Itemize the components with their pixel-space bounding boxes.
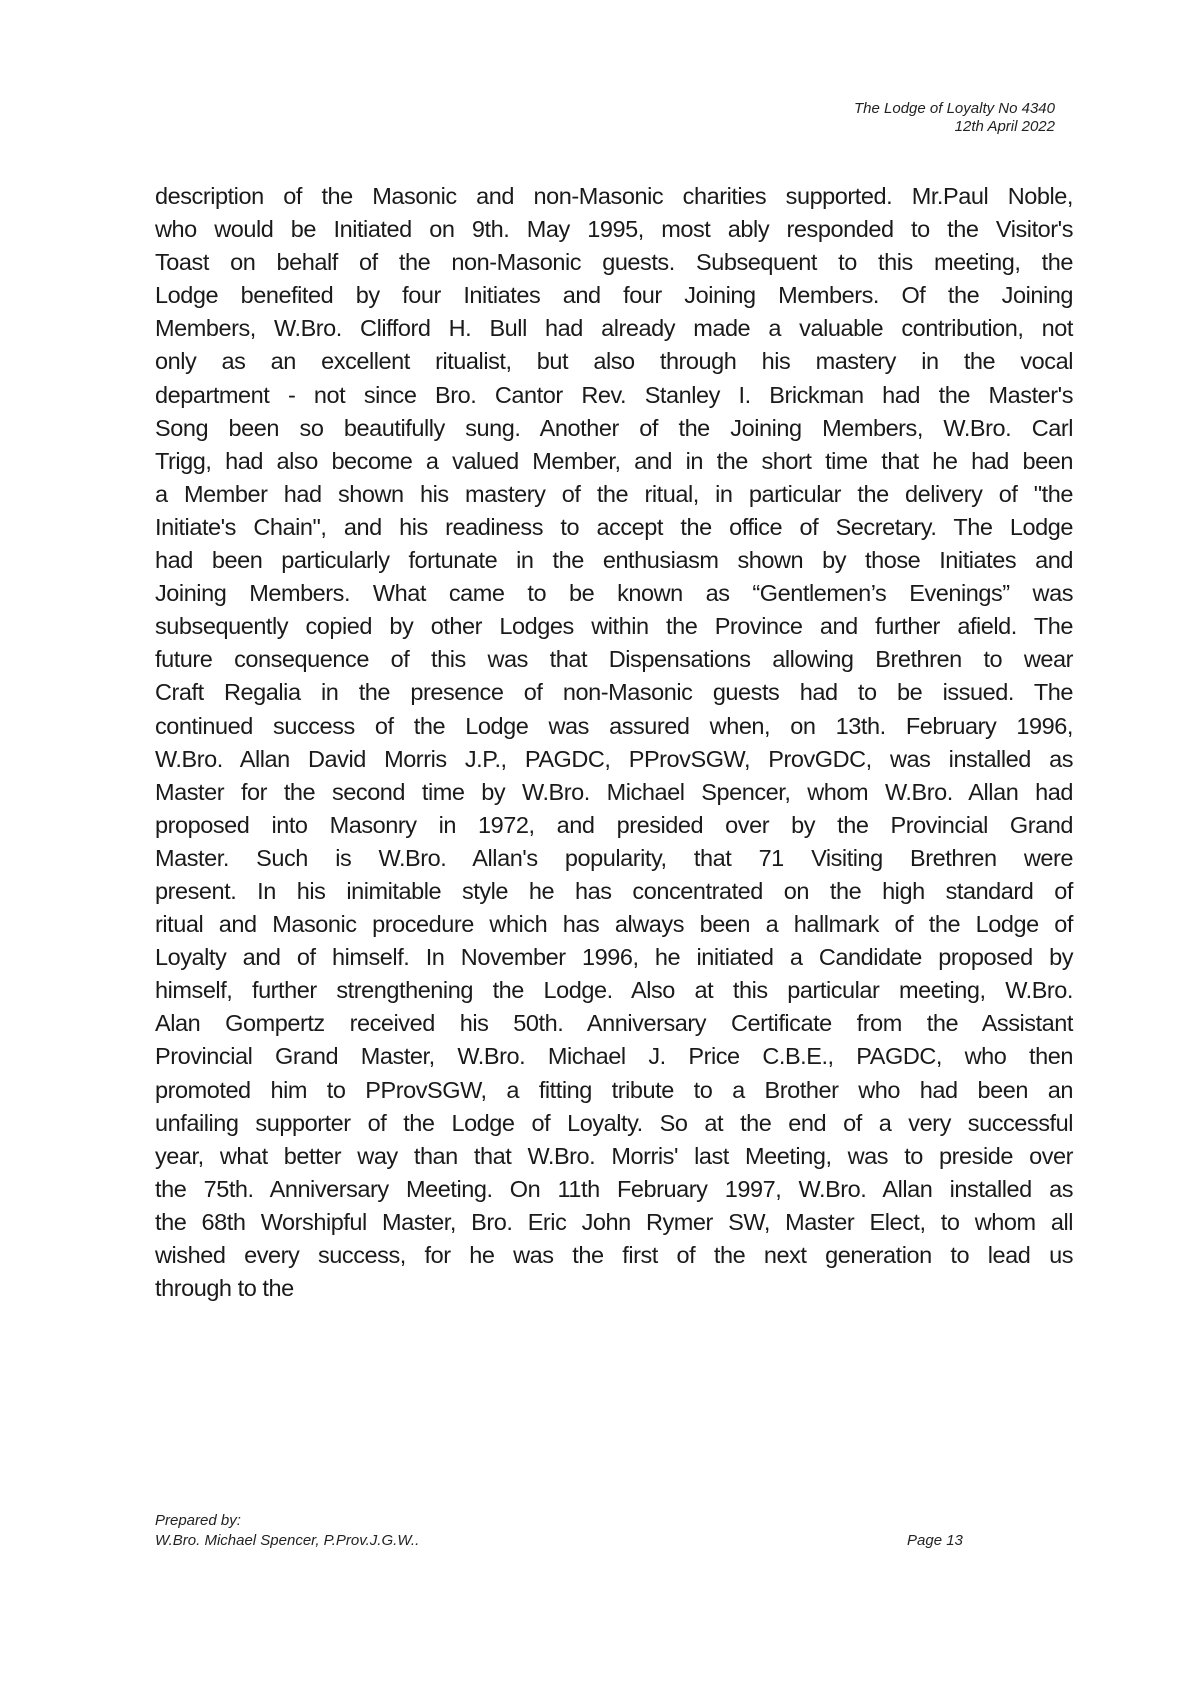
body-line: description of the Masonic and non-Masonic charities supported. Mr.Paul Noble,: [155, 183, 1073, 209]
body-line: ritual and Masonic procedure which has always been a hallmark of the Lodge of: [155, 911, 1073, 938]
header-date: 12th April 2022: [954, 118, 1055, 135]
body-line: Master for the second time by W.Bro. Michael Spencer, whom W.Bro. Allan had: [155, 778, 1073, 805]
body-line: proposed into Masonry in 1972, and presided over by the Provincial Grand: [155, 811, 1073, 838]
body-line: Master. Such is W.Bro. Allan's popularity, that 71 Visiting Brethren were: [155, 844, 1073, 871]
footer-author: W.Bro. Michael Spencer, P.Prov.J.G.W..: [155, 1532, 420, 1549]
footer-prepared-label: Prepared by:: [155, 1512, 241, 1529]
body-line: Lodge benefited by four Initiates and four Joining Members. Of the Joining: [155, 282, 1073, 309]
body-line: promoted him to PProvSGW, a fitting tribute to a Brother who had been an: [155, 1076, 1073, 1103]
page-header: [854, 100, 1055, 136]
body-line: subsequently copied by other Lodges within the Province and further afield. The: [155, 613, 1073, 640]
body-line: the 75th. Anniversary Meeting. On 11th February 1997, W.Bro. Allan installed as: [155, 1175, 1073, 1202]
body-line: Craft Regalia in the presence of non-Masonic guests had to be issued. The: [155, 679, 1073, 706]
body-line: Members, W.Bro. Clifford H. Bull had already made a valuable contribution, not: [155, 315, 1073, 342]
body-line: through to the: [155, 1275, 294, 1302]
header-lodge-name: The Lodge of Loyalty No 4340: [854, 100, 1055, 117]
body-line: department - not since Bro. Cantor Rev. Stanley I. Brickman had the Master's: [155, 381, 1073, 408]
body-line: Trigg, had also become a valued Member, and in the short time that he had been: [155, 447, 1073, 474]
body-line: Toast on behalf of the non-Masonic guests. Subsequent to this meeting, the: [155, 249, 1073, 276]
body-line: W.Bro. Allan David Morris J.P., PAGDC, PProvSGW, ProvGDC, was installed as: [155, 745, 1073, 772]
body-line: Joining Members. What came to be known as “Gentlemen’s Evenings” was: [155, 580, 1073, 607]
body-line: wished every success, for he was the first of the next generation to lead us: [155, 1242, 1073, 1268]
body-line: Song been so beautifully sung. Another of the Joining Members, W.Bro. Carl: [155, 414, 1073, 441]
body-line: only as an excellent ritualist, but also through his mastery in the vocal: [155, 348, 1073, 375]
body-text: [155, 180, 1073, 1305]
body-line: present. In his inimitable style he has concentrated on the high standard of: [155, 877, 1073, 904]
page-footer: [155, 1511, 419, 1551]
body-line: future consequence of this was that Dispensations allowing Brethren to wear: [155, 646, 1073, 673]
body-line: continued success of the Lodge was assured when, on 13th. February 1996,: [155, 712, 1073, 739]
body-line: the 68th Worshipful Master, Bro. Eric John Rymer SW, Master Elect, to whom all: [155, 1208, 1073, 1235]
body-line: had been particularly fortunate in the enthusiasm shown by those Initiates and: [155, 547, 1073, 574]
body-line: who would be Initiated on 9th. May 1995, most ably responded to the Visitor's: [155, 216, 1073, 243]
body-line: a Member had shown his mastery of the ritual, in particular the delivery of "the: [155, 480, 1073, 507]
body-line: Loyalty and of himself. In November 1996, he initiated a Candidate proposed by: [155, 944, 1073, 971]
body-line: Alan Gompertz received his 50th. Anniversary Certificate from the Assistant: [155, 1010, 1073, 1037]
body-line: unfailing supporter of the Lodge of Loyalty. So at the end of a very successful: [155, 1109, 1073, 1136]
body-line: Provincial Grand Master, W.Bro. Michael J. Price C.B.E., PAGDC, who then: [155, 1043, 1073, 1070]
body-line: year, what better way than that W.Bro. Morris' last Meeting, was to preside over: [155, 1142, 1073, 1169]
page-number: Page 13: [907, 1532, 963, 1549]
body-line: himself, further strengthening the Lodge. Also at this particular meeting, W.Bro.: [155, 977, 1073, 1004]
body-line: Initiate's Chain", and his readiness to accept the office of Secretary. The Lodge: [155, 513, 1073, 540]
